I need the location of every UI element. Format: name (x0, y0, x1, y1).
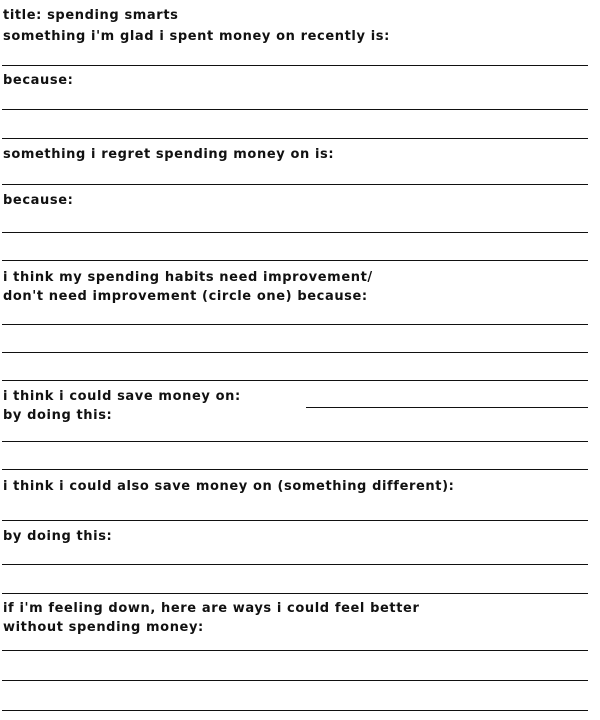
answer-line-regret[interactable] (2, 184, 588, 185)
prompt-glad-spent: something i'm glad i spent money on recently is: (3, 29, 390, 44)
answer-line-glad[interactable] (2, 65, 588, 66)
worksheet-title: title: spending smarts (3, 8, 179, 23)
prompt-because-regret: because: (3, 193, 74, 208)
prompt-also-save-money: i think i could also save money on (something different): (3, 479, 455, 494)
prompt-by-doing-this-2: by doing this: (3, 529, 113, 544)
answer-line-feeling-2[interactable] (2, 680, 588, 681)
answer-line-feeling-3[interactable] (2, 710, 588, 711)
answer-line-habits-1[interactable] (2, 324, 588, 325)
prompt-feeling-down-line2: without spending money: (3, 620, 204, 635)
answer-line-by-doing-1b[interactable] (2, 469, 588, 470)
prompt-because-glad: because: (3, 73, 74, 88)
prompt-feeling-down-line1: if i'm feeling down, here are ways i could feel better (3, 601, 420, 616)
prompt-save-money-on: i think i could save money on: (3, 389, 241, 404)
answer-line-habits-3[interactable] (2, 380, 588, 381)
prompt-habits-line2: don't need improvement (circle one) because: (3, 289, 368, 304)
answer-line-by-doing-2b[interactable] (2, 593, 588, 594)
answer-line-by-doing-2a[interactable] (2, 564, 588, 565)
answer-line-because-regret-1[interactable] (2, 232, 588, 233)
answer-line-because-regret-2[interactable] (2, 260, 588, 261)
prompt-habits-line1: i think my spending habits need improvement/ (3, 270, 373, 285)
prompt-by-doing-this-1: by doing this: (3, 408, 113, 423)
answer-line-save-on-inline[interactable] (306, 407, 588, 408)
answer-line-also-save[interactable] (2, 520, 588, 521)
answer-line-because-glad-2[interactable] (2, 138, 588, 139)
answer-line-by-doing-1a[interactable] (2, 441, 588, 442)
prompt-regret-spending: something i regret spending money on is: (3, 147, 335, 162)
answer-line-because-glad-1[interactable] (2, 109, 588, 110)
answer-line-habits-2[interactable] (2, 352, 588, 353)
answer-line-feeling-1[interactable] (2, 650, 588, 651)
